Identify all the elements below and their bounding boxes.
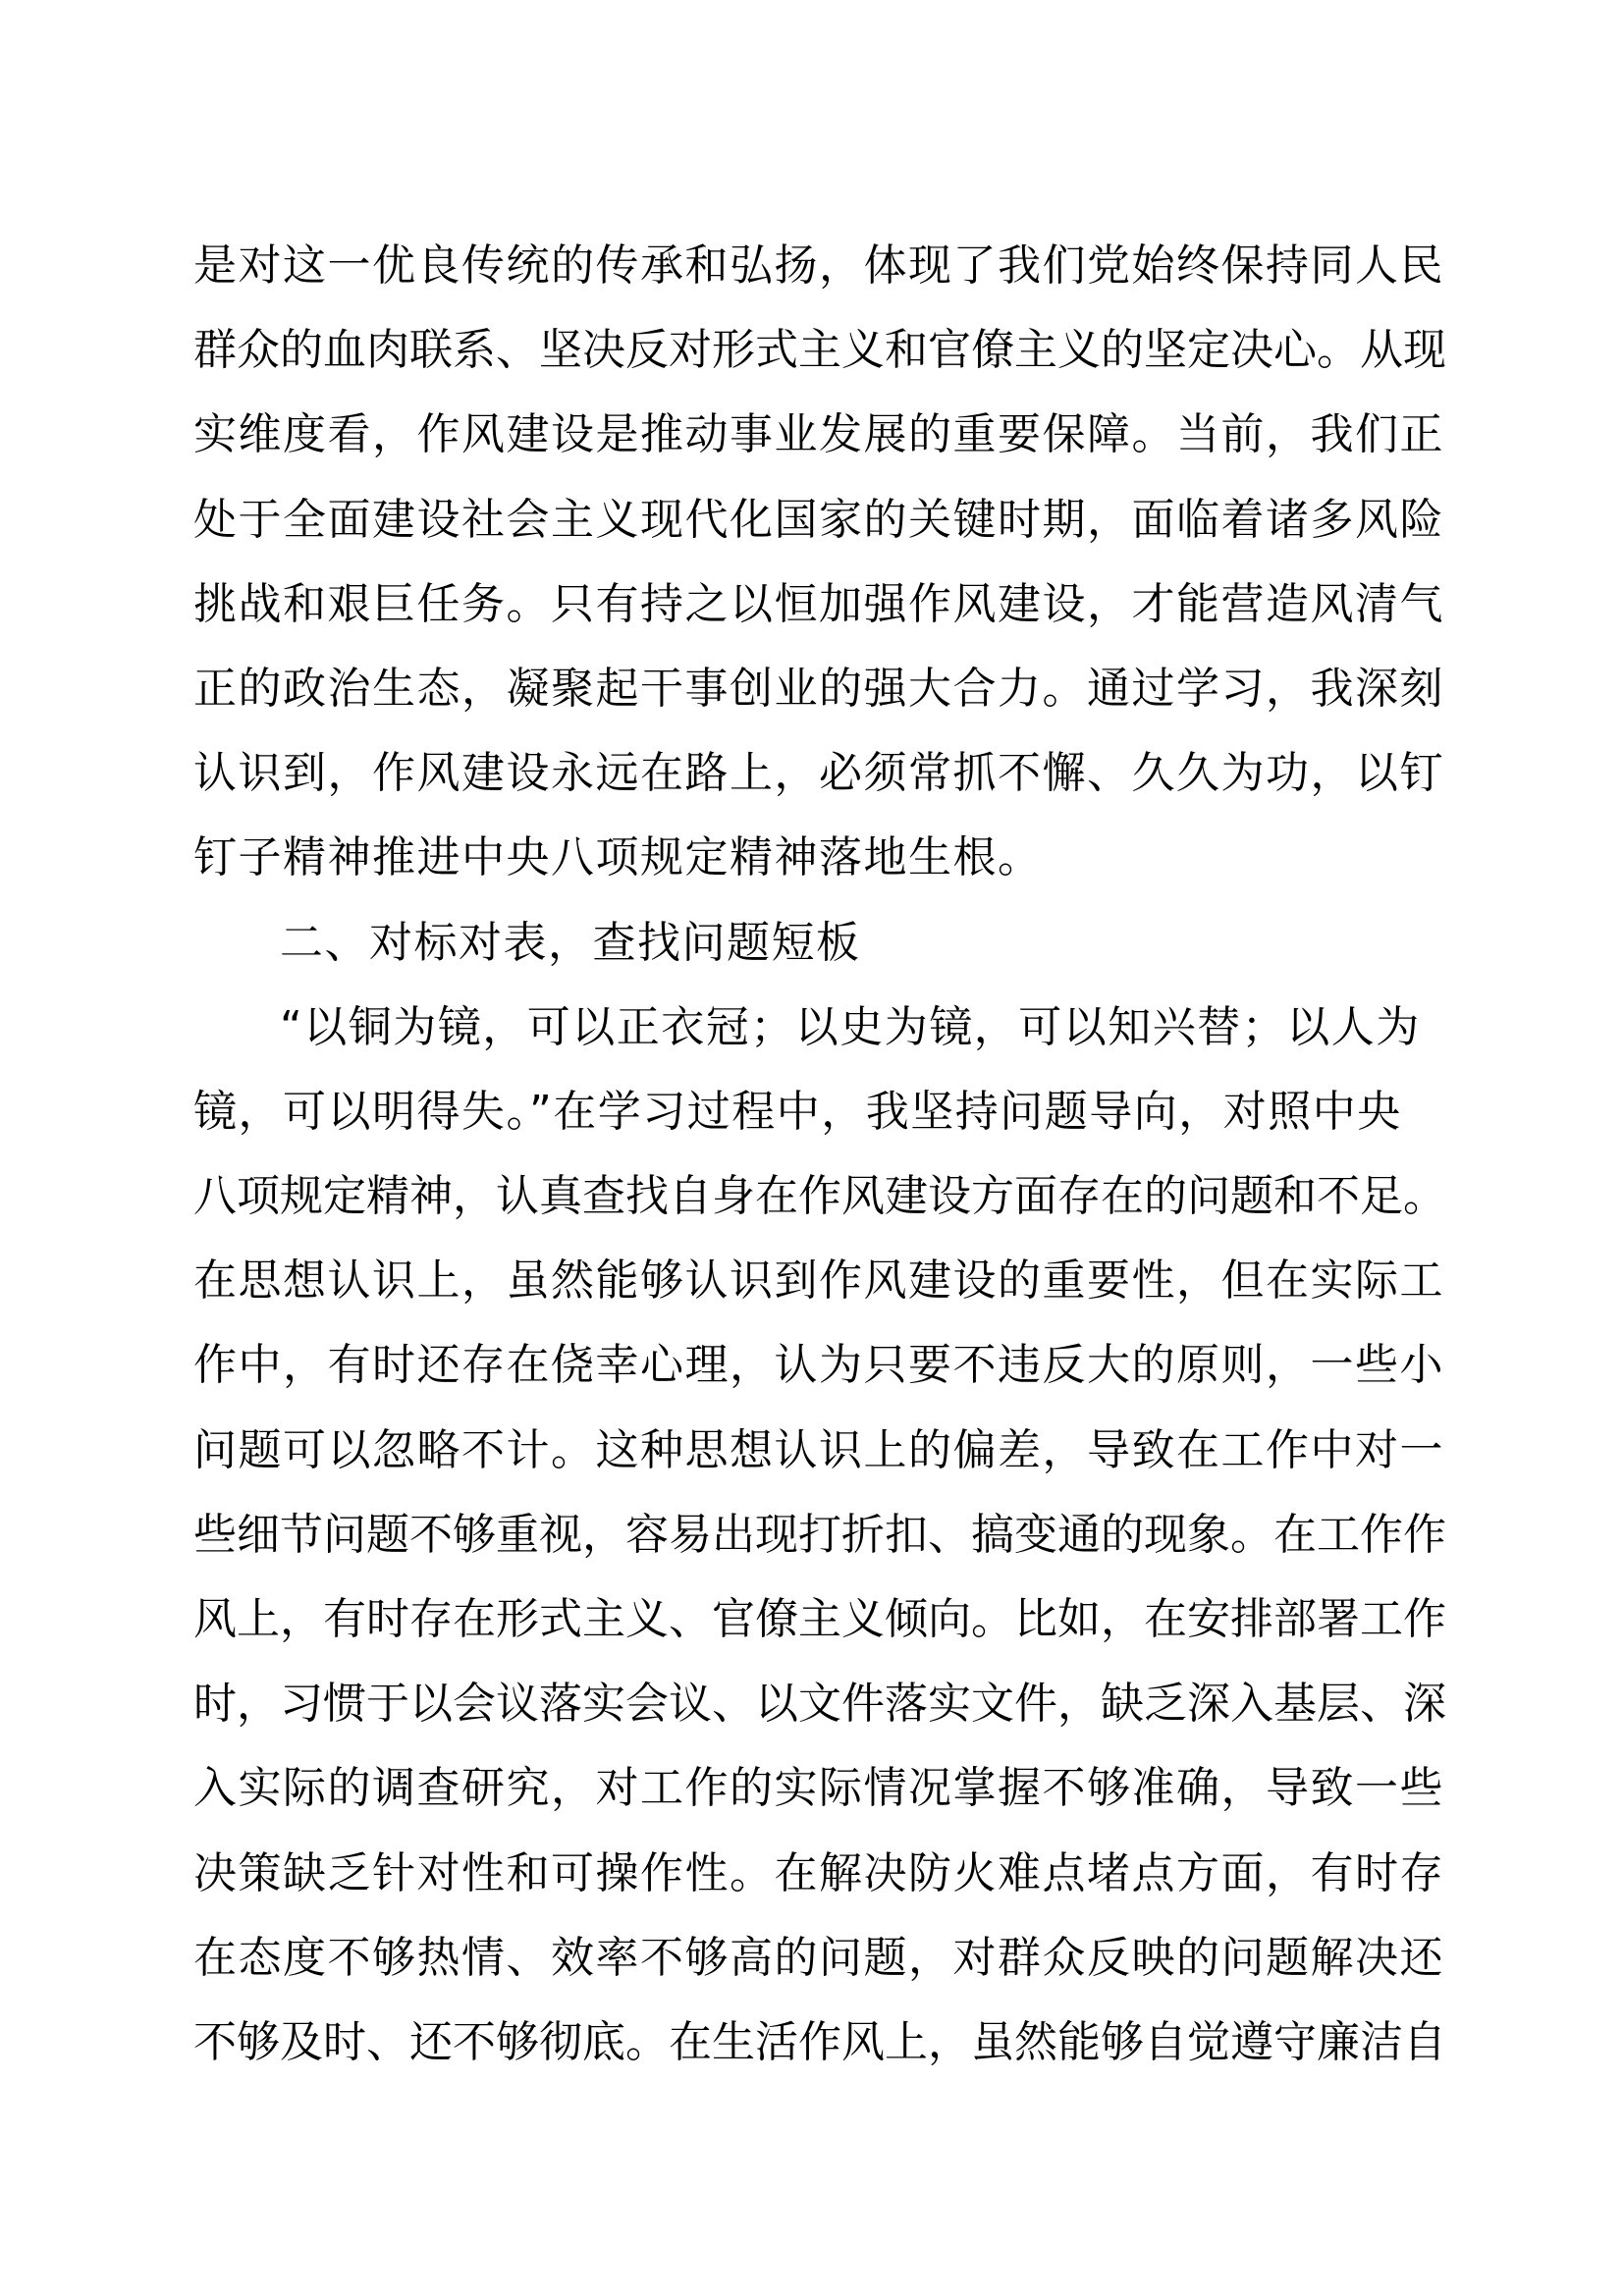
text-line: 处于全面建设社会主义现代化国家的关键时期，面临着诸多风险	[193, 494, 1444, 545]
section-heading-text: 二、对标对表，查找问题短板	[280, 917, 861, 968]
text-line: 决策缺乏针对性和可操作性。在解决防火难点堵点方面，有时存	[193, 1847, 1444, 1898]
text-line: 在思想认识上，虽然能够认识到作风建设的重要性，但在实际工	[193, 1255, 1444, 1307]
paragraph-continuation	[193, 224, 1470, 901]
text-line: 作中，有时还存在侥幸心理，认为只要不违反大的原则，一些小	[193, 1340, 1444, 1391]
text-line: 钉子精神推进中央八项规定精神落地生根。	[193, 832, 1043, 883]
text-line: 八项规定精神，认真查找自身在作风建设方面存在的问题和不足。	[193, 1171, 1446, 1222]
text-line: 些细节问题不够重视，容易出现打折扣、搞变通的现象。在工作作	[193, 1509, 1446, 1560]
paragraph-body	[193, 986, 1470, 2085]
text-line: 实维度看，作风建设是推动事业发展的重要保障。当前，我们正	[193, 409, 1444, 460]
text-line: 入实际的调查研究，对工作的实际情况掌握不够准确，导致一些	[193, 1763, 1444, 1814]
text-line: “以铜为镜，可以正衣冠；以史为镜，可以知兴替；以人为	[280, 1001, 1421, 1052]
text-line: 镜，可以明得失。”在学习过程中，我坚持问题导向，对照中央	[193, 1086, 1402, 1137]
section-heading	[193, 901, 1470, 986]
text-line: 认识到，作风建设永远在路上，必须常抓不懈、久久为功，以钉	[193, 748, 1444, 799]
text-line: 是对这一优良传统的传承和弘扬，体现了我们党始终保持同人民	[193, 240, 1444, 291]
text-line: 正的政治生态，凝聚起干事创业的强大合力。通过学习，我深刻	[193, 663, 1444, 714]
document-page	[193, 224, 1470, 2085]
text-line: 问题可以忽略不计。这种思想认识上的偏差，导致在工作中对一	[193, 1424, 1444, 1475]
text-line: 时，习惯于以会议落实会议、以文件落实文件，缺乏深入基层、深	[193, 1679, 1446, 1730]
text-line: 挑战和艰巨任务。只有持之以恒加强作风建设，才能营造风清气	[193, 578, 1444, 629]
text-line: 在态度不够热情、效率不够高的问题，对群众反映的问题解决还	[193, 1932, 1444, 1983]
text-line: 不够及时、还不够彻底。在生活作风上，虽然能够自觉遵守廉洁自	[193, 2016, 1446, 2067]
text-line: 群众的血肉联系、坚决反对形式主义和官僚主义的坚定决心。从现	[193, 325, 1446, 376]
text-line: 风上，有时存在形式主义、官僚主义倾向。比如，在安排部署工作	[193, 1594, 1446, 1644]
